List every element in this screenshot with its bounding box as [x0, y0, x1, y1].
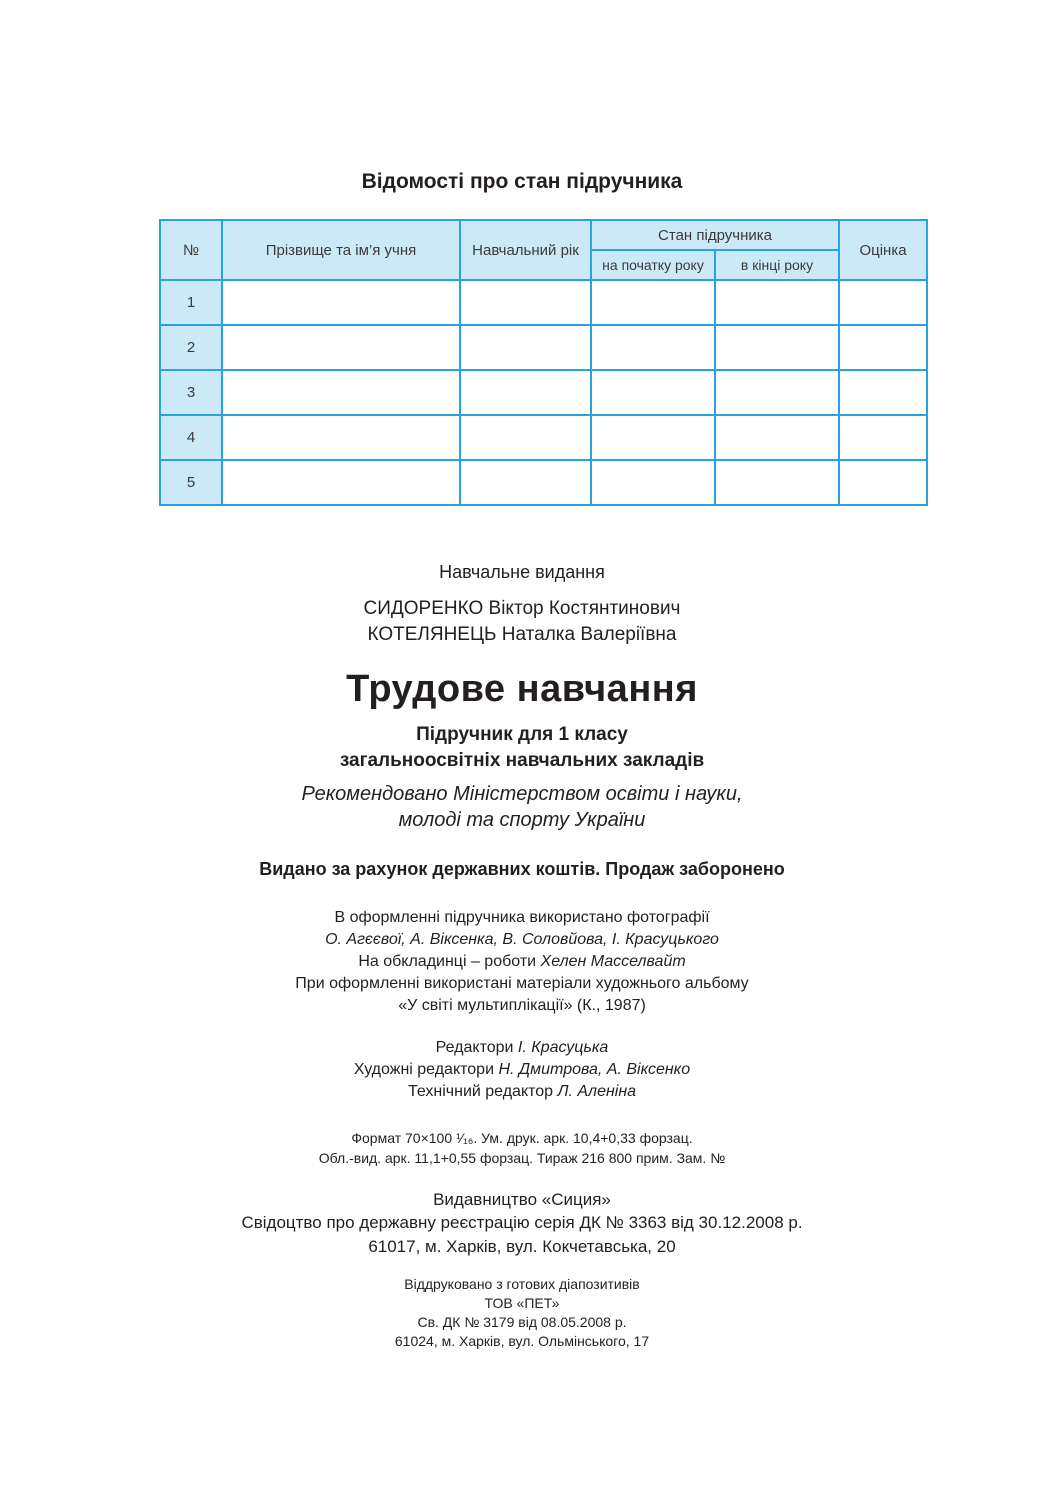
- cover-prefix: На обкладинці – роботи: [358, 953, 541, 970]
- format-prefix: Формат 70×100: [351, 1130, 456, 1146]
- format-suffix: . Ум. друк. арк. 10,4+0,33 форзац.: [473, 1130, 693, 1146]
- cell-name: [222, 415, 460, 460]
- header-book-state: Стан підручника: [591, 220, 839, 250]
- editor-prefix: Редактори: [435, 1039, 518, 1056]
- cell-state-end: [715, 280, 839, 325]
- album-line: При оформленні використані матеріали художнього альбому: [295, 975, 749, 992]
- cell-grade: [839, 415, 927, 460]
- cell-state-start: [591, 325, 715, 370]
- header-grade: Оцінка: [839, 220, 927, 280]
- cell-year: [460, 460, 591, 505]
- author-2: КОТЕЛЯНЕЦЬ Наталка Валеріївна: [367, 624, 677, 645]
- cell-state-start: [591, 415, 715, 460]
- cell-year: [460, 370, 591, 415]
- printer-line-3: Св. ДК № 3179 від 08.05.2008 р.: [417, 1314, 627, 1330]
- photos-line: В оформленні підручника використано фотографії: [334, 909, 710, 926]
- header-student-name: Прізвище та ім’я учня: [222, 220, 460, 280]
- table-row: [160, 370, 927, 415]
- row-number: 5: [160, 460, 222, 505]
- cell-grade: [839, 460, 927, 505]
- cell-name: [222, 280, 460, 325]
- author-1: СИДОРЕНКО Віктор Костянтинович: [363, 598, 681, 619]
- tech-editor-prefix: Технічний редактор: [407, 1083, 558, 1100]
- cell-grade: [839, 325, 927, 370]
- table-row: [160, 460, 927, 505]
- subtitle-schools: загальноосвітніх навчальних закладів: [339, 750, 705, 771]
- photographers: О. Агєєвої, А. Віксенка, В. Соловйова, І. Красуцького: [325, 931, 719, 948]
- edition-type: Навчальне видання: [439, 562, 605, 582]
- cell-state-start: [591, 460, 715, 505]
- header-school-year: Навчальний рік: [460, 220, 591, 280]
- cell-year: [460, 280, 591, 325]
- cell-state-end: [715, 460, 839, 505]
- format-fraction: ¹⁄₁₆: [456, 1130, 474, 1146]
- cell-state-end: [715, 370, 839, 415]
- printer-line-1: Віддруковано з готових діапозитивів: [404, 1276, 640, 1292]
- table-row: [160, 280, 927, 325]
- header-state-end: в кінці року: [715, 250, 839, 280]
- subtitle-grade: Підручник для 1 класу: [416, 724, 628, 745]
- book-title: Трудове навчання: [346, 668, 698, 710]
- textbook-status-table: [159, 219, 928, 506]
- cell-grade: [839, 280, 927, 325]
- cell-state-end: [715, 415, 839, 460]
- recommendation-line-2: молоді та спорту України: [398, 809, 646, 831]
- format-line-2: Обл.-вид. арк. 11,1+0,55 форзац. Тираж 216 800 прим. Зам. №: [318, 1150, 726, 1166]
- format-line-1: [0, 1128, 1044, 1148]
- header-number: №: [160, 220, 222, 280]
- row-number: 1: [160, 280, 222, 325]
- table-row: [160, 415, 927, 460]
- editor-name: І. Красуцька: [517, 1039, 609, 1056]
- cell-state-start: [591, 280, 715, 325]
- row-number: 3: [160, 370, 222, 415]
- art-editor-line: [0, 1059, 1044, 1081]
- free-notice: Видано за рахунок державних коштів. Продаж заборонено: [259, 859, 785, 879]
- cover-artist: Хелен Масселвайт: [540, 953, 686, 970]
- art-editor-prefix: Художні редактори: [353, 1061, 499, 1078]
- cell-year: [460, 415, 591, 460]
- cell-state-start: [591, 370, 715, 415]
- publisher-address: 61017, м. Харків, вул. Кокчетавська, 20: [368, 1237, 676, 1256]
- publisher-certificate: Свідоцтво про державну реєстрацію серія ДК № 3363 від 30.12.2008 р.: [241, 1213, 803, 1232]
- printer-line-4: 61024, м. Харків, вул. Ольмінського, 17: [394, 1333, 650, 1349]
- printer-line-2: ТОВ «ПЕТ»: [484, 1295, 560, 1311]
- cell-grade: [839, 370, 927, 415]
- cell-name: [222, 325, 460, 370]
- album-name: «У світі мультиплікації» (К., 1987): [398, 997, 646, 1014]
- cell-name: [222, 370, 460, 415]
- art-editor-names: Н. Дмитрова, А. Віксенко: [498, 1061, 691, 1078]
- row-number: 2: [160, 325, 222, 370]
- tech-editor-line: [0, 1081, 1044, 1103]
- editor-line: [0, 1037, 1044, 1059]
- row-number: 4: [160, 415, 222, 460]
- header-state-start: на початку року: [591, 250, 715, 280]
- table-title: Відомості про стан підручника: [361, 170, 683, 193]
- tech-editor-name: Л. Аленіна: [557, 1083, 637, 1100]
- cell-state-end: [715, 325, 839, 370]
- cover-line: [0, 951, 1044, 973]
- cell-name: [222, 460, 460, 505]
- publisher-name: Видавництво «Сиция»: [433, 1190, 611, 1209]
- recommendation-line-1: Рекомендовано Міністерством освіти і науки,: [301, 783, 743, 805]
- cell-year: [460, 325, 591, 370]
- table-row: [160, 325, 927, 370]
